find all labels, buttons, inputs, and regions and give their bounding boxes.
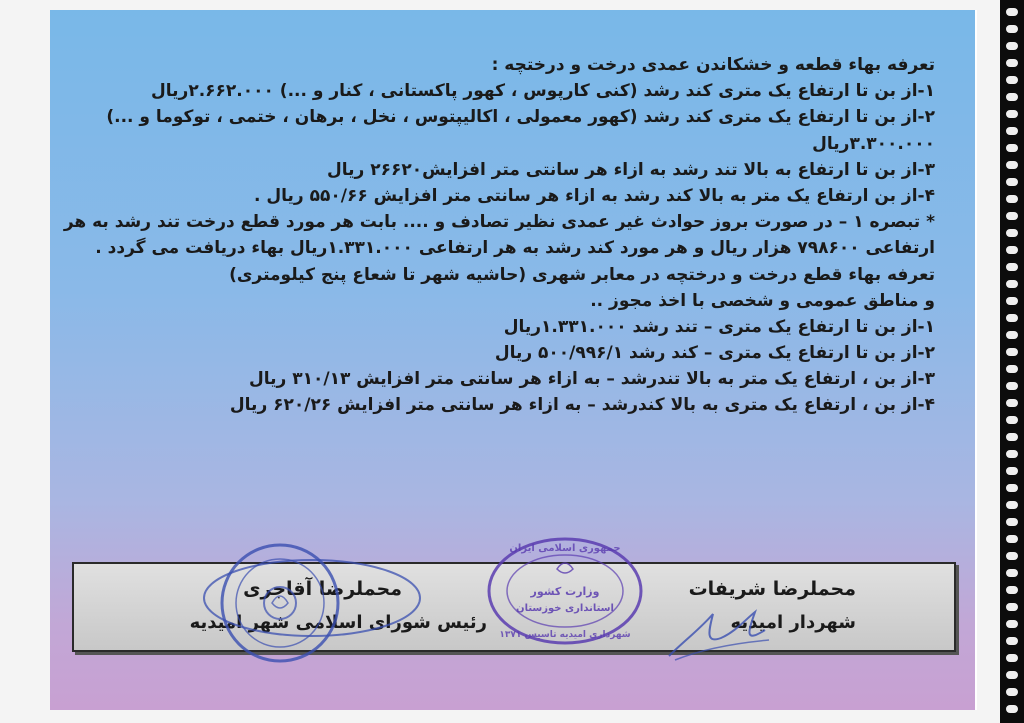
text-line: ۳-از بن تا ارتفاع به بالا تند رشد به ازاء هر سانتی متر افزایش۲۶۶۲۰ ریال	[326, 159, 935, 180]
binding-hole	[1006, 586, 1018, 594]
text-line: * تبصره ۱ – در صورت بروز حوادث غیر عمدی نظیر تصادف و .... بابت هر مورد قطع درخت تند رشد به هر	[63, 212, 935, 233]
binding-hole	[1006, 229, 1018, 237]
spiral-binding	[1000, 0, 1024, 723]
council-stamp	[198, 528, 426, 668]
binding-hole	[1006, 76, 1018, 84]
binding-hole	[1006, 399, 1018, 407]
binding-hole	[1006, 297, 1018, 305]
council-chair-title: رئیس شورای اسلامی شهر امیدیه	[189, 612, 487, 633]
mayor-signature	[665, 600, 775, 664]
binding-hole	[1006, 348, 1018, 356]
binding-hole	[1006, 331, 1018, 339]
text-line: ۳-از بن ، ارتفاع یک متر به بالا تندرشد – به ازاء هر سانتی متر افزایش ۳۱۰/۱۳ ریال	[249, 369, 935, 390]
binding-hole	[1006, 569, 1018, 577]
text-line: ۴-از بن ، ارتفاع یک متری به بالا کندرشد – به ازاء هر سانتی متر افزایش ۶۲۰/۲۶ ریال	[229, 395, 935, 416]
stamp-center-text: وزارت کشور	[530, 585, 600, 598]
tariff-text	[63, 52, 935, 419]
binding-hole	[1006, 246, 1018, 254]
binding-hole	[1006, 195, 1018, 203]
binding-hole	[1006, 705, 1018, 713]
binding-hole	[1006, 8, 1018, 16]
binding-hole	[1006, 93, 1018, 101]
binding-hole	[1006, 178, 1018, 186]
binding-hole	[1006, 382, 1018, 390]
binding-hole	[1006, 314, 1018, 322]
stamp-center-text-2: استانداری خوزستان	[516, 603, 614, 614]
binding-hole	[1006, 127, 1018, 135]
binding-hole	[1006, 433, 1018, 441]
binding-hole	[1006, 59, 1018, 67]
text-line: تعرفه بهاء قطعه و خشکاندن عمدی درخت و درختچه :	[491, 55, 935, 75]
binding-hole	[1006, 416, 1018, 424]
text-line: تعرفه بهاء قطع درخت و درختچه در معابر شهری (حاشیه شهر تا شعاع پنج کیلومتری)	[229, 264, 935, 285]
binding-hole	[1006, 161, 1018, 169]
text-line: و مناطق عمومی و شخصی با اخذ مجوز ..	[590, 290, 935, 311]
text-line: ۲-از بن تا ارتفاع یک متری کند رشد (کهور معمولی ، اکالیپتوس ، نخل ، برهان ، ختمی ، توکوما و ...)	[106, 107, 935, 128]
binding-hole	[1006, 484, 1018, 492]
text-line: ۴-از بن ارتفاع یک متر به بالا کند رشد به ازاء هر سانتی متر افزایش ۵۵۰/۶۶ ریال .	[254, 185, 935, 206]
municipality-stamp	[485, 533, 650, 651]
binding-hole	[1006, 365, 1018, 373]
binding-hole	[1006, 671, 1018, 679]
binding-hole	[1006, 450, 1018, 458]
binding-hole	[1006, 654, 1018, 662]
binding-hole	[1006, 110, 1018, 118]
text-line: ۱-از بن تا ارتفاع یک متری کند رشد (کنی کارپوس ، کهور پاکستانی ، کنار و ...) ۲.۶۶۲.۰۰۰ریال	[151, 81, 935, 102]
binding-hole	[1006, 42, 1018, 50]
text-line: ۱-از بن تا ارتفاع یک متری – تند رشد ۱.۳۳۱.۰۰۰ریال	[503, 316, 935, 337]
mayor-name: محملرضا شریفات	[688, 578, 856, 600]
binding-hole	[1006, 501, 1018, 509]
binding-hole	[1006, 467, 1018, 475]
binding-hole	[1006, 603, 1018, 611]
binding-hole	[1006, 280, 1018, 288]
text-line: ارتفاعی ۷۹۸۶۰۰ هزار ریال و هر مورد کند رشد به هر ارتفاعی ۱.۳۳۱.۰۰۰ریال بهاء دریافت می گردد .	[95, 238, 935, 259]
stamp-ring-text: جمهوری اسلامی ایران	[509, 543, 621, 554]
binding-hole	[1006, 637, 1018, 645]
binding-hole	[1006, 552, 1018, 560]
binding-hole	[1006, 212, 1018, 220]
binding-hole	[1006, 535, 1018, 543]
binding-hole	[1006, 620, 1018, 628]
binding-hole	[1006, 263, 1018, 271]
council-chair-name: محملرضا آقاجری	[243, 578, 402, 600]
text-line: ۲-از بن تا ارتفاع یک متری – کند رشد ۵۰۰/۹۹۶/۱ ریال	[494, 343, 935, 364]
binding-hole	[1006, 144, 1018, 152]
binding-hole	[1006, 518, 1018, 526]
text-line: ۳.۳۰۰.۰۰۰ریال	[812, 133, 935, 154]
mayor-title: شهردار امیدیه	[730, 612, 856, 633]
binding-hole	[1006, 688, 1018, 696]
stamp-bottom-text: شهرداری امیدیه تاسیس ۱۳۷۱	[499, 630, 631, 640]
binding-hole	[1006, 25, 1018, 33]
